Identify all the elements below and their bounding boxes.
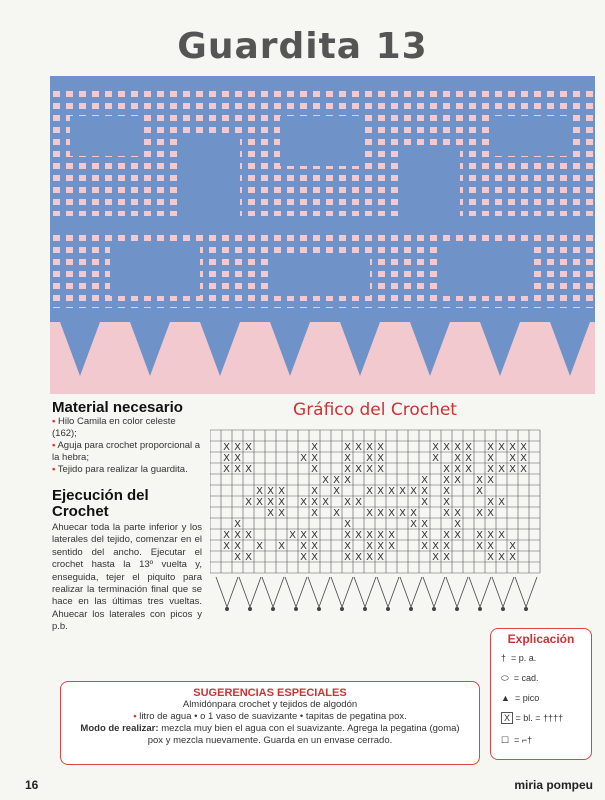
svg-text:X: X — [487, 530, 494, 541]
svg-text:X: X — [377, 508, 384, 519]
bl-symbol-icon: X — [501, 712, 513, 724]
svg-text:X: X — [443, 464, 450, 475]
svg-text:X: X — [377, 486, 384, 497]
sugerencias-line: pox y mezcla nuevamente. Guarda en un envase cerrado. — [147, 735, 393, 746]
svg-text:X: X — [355, 442, 362, 453]
sugerencias-title: SUGERENCIAS ESPECIALES — [193, 687, 347, 699]
svg-text:X: X — [344, 475, 351, 486]
svg-text:X: X — [289, 530, 296, 541]
sugerencias-line: • litro de agua • o 1 vaso de suavizante • tapitas de pegatina pox. — [133, 711, 407, 722]
svg-text:X: X — [443, 552, 450, 563]
legend-item: ☐ = ⌐† — [501, 735, 533, 745]
svg-text:X: X — [432, 552, 439, 563]
material-heading: Material necesario — [52, 399, 183, 416]
svg-text:X: X — [487, 508, 494, 519]
svg-text:X: X — [234, 453, 241, 464]
empty-square-icon: ☐ — [501, 735, 510, 745]
svg-text:X: X — [443, 530, 450, 541]
svg-text:X: X — [355, 530, 362, 541]
svg-text:X: X — [454, 453, 461, 464]
svg-text:X: X — [366, 541, 373, 552]
crochet-photo — [50, 76, 595, 394]
svg-text:X: X — [509, 442, 516, 453]
svg-text:X: X — [223, 442, 230, 453]
pa-symbol-icon: † — [501, 653, 507, 663]
svg-text:X: X — [245, 442, 252, 453]
svg-text:X: X — [333, 475, 340, 486]
material-item: • Aguja para crochet proporcional a la hebra; — [52, 440, 201, 463]
svg-text:X: X — [366, 486, 373, 497]
svg-text:X: X — [256, 541, 263, 552]
svg-text:X: X — [311, 552, 318, 563]
svg-text:X: X — [344, 464, 351, 475]
svg-text:X: X — [245, 552, 252, 563]
svg-text:X: X — [256, 486, 263, 497]
svg-text:X: X — [355, 497, 362, 508]
svg-text:X: X — [267, 508, 274, 519]
ejecucion-heading: Ejecución del Crochet — [52, 487, 149, 520]
svg-text:X: X — [476, 475, 483, 486]
material-item: • Tejido para realizar la guardita. — [52, 464, 188, 475]
sugerencias-box — [60, 681, 480, 765]
svg-text:X: X — [465, 464, 472, 475]
crochet-chart — [210, 426, 550, 626]
svg-text:X: X — [399, 486, 406, 497]
svg-text:X: X — [300, 497, 307, 508]
legend-item: X = bl. = †††† — [501, 713, 563, 723]
svg-text:X: X — [421, 486, 428, 497]
svg-text:X: X — [278, 497, 285, 508]
svg-text:X: X — [366, 464, 373, 475]
svg-text:X: X — [487, 453, 494, 464]
svg-text:X: X — [454, 530, 461, 541]
svg-text:X: X — [465, 453, 472, 464]
svg-text:X: X — [344, 442, 351, 453]
svg-text:X: X — [487, 541, 494, 552]
svg-text:X: X — [355, 464, 362, 475]
pico-symbol-icon: ▲ — [501, 693, 510, 703]
ejecucion-text: Ahuecar toda la parte inferior y los laterales del tejido, comenzar en el sentido del ancho. Ejecutar el crochet hasta la 13º vuelta y, enseguida, tejer el piquito para realizar la terminación final que se hace en las últimas tres vueltas. Ahuecar los laterales con picos y p.b. — [52, 522, 202, 633]
svg-text:X: X — [300, 552, 307, 563]
svg-text:X: X — [344, 541, 351, 552]
svg-text:X: X — [267, 497, 274, 508]
svg-text:X: X — [333, 508, 340, 519]
svg-text:X: X — [498, 464, 505, 475]
legend-item: † = p. a. — [501, 653, 537, 663]
sugerencias-line: Modo de realizar: mezcla muy bien el agua con el suavizante. Agrega la pegatina (goma) — [80, 723, 460, 734]
svg-text:X: X — [245, 530, 252, 541]
svg-text:X: X — [366, 530, 373, 541]
svg-text:X: X — [344, 530, 351, 541]
svg-text:X: X — [333, 486, 340, 497]
svg-text:X: X — [520, 464, 527, 475]
svg-text:X: X — [355, 552, 362, 563]
svg-text:X: X — [399, 508, 406, 519]
svg-text:X: X — [234, 442, 241, 453]
svg-text:X: X — [322, 497, 329, 508]
svg-text:X: X — [454, 475, 461, 486]
svg-text:X: X — [377, 530, 384, 541]
svg-text:X: X — [311, 497, 318, 508]
svg-text:X: X — [443, 442, 450, 453]
sugerencias-line: Almidónpara crochet y tejidos de algodón — [182, 699, 358, 710]
svg-text:X: X — [388, 486, 395, 497]
svg-text:X: X — [234, 552, 241, 563]
svg-text:X: X — [410, 486, 417, 497]
svg-text:X: X — [377, 552, 384, 563]
legend-item: ⬭ = cad. — [501, 673, 539, 683]
svg-text:X: X — [223, 541, 230, 552]
svg-text:X: X — [311, 541, 318, 552]
svg-text:X: X — [520, 442, 527, 453]
svg-text:X: X — [278, 486, 285, 497]
svg-text:X: X — [421, 475, 428, 486]
svg-text:X: X — [509, 453, 516, 464]
svg-text:X: X — [311, 442, 318, 453]
svg-text:X: X — [234, 464, 241, 475]
svg-text:X: X — [476, 530, 483, 541]
svg-text:X: X — [377, 464, 384, 475]
svg-text:X: X — [520, 453, 527, 464]
svg-text:X: X — [476, 486, 483, 497]
svg-text:X: X — [487, 497, 494, 508]
svg-text:X: X — [487, 552, 494, 563]
svg-text:X: X — [509, 541, 516, 552]
svg-text:X: X — [454, 519, 461, 530]
svg-text:X: X — [465, 442, 472, 453]
svg-text:X: X — [443, 541, 450, 552]
svg-text:X: X — [432, 442, 439, 453]
svg-text:X: X — [245, 497, 252, 508]
svg-text:X: X — [322, 475, 329, 486]
svg-text:X: X — [234, 519, 241, 530]
svg-text:X: X — [377, 453, 384, 464]
svg-text:X: X — [487, 464, 494, 475]
legend-item: ▲ = pico — [501, 693, 540, 703]
svg-text:X: X — [311, 530, 318, 541]
brand-name: miria pompeu — [514, 778, 593, 792]
svg-text:X: X — [498, 530, 505, 541]
svg-text:X: X — [311, 453, 318, 464]
svg-text:X: X — [267, 486, 274, 497]
svg-text:X: X — [454, 442, 461, 453]
svg-text:X: X — [476, 508, 483, 519]
svg-text:X: X — [443, 475, 450, 486]
legend-box — [490, 628, 592, 760]
triple-stitch-icon: †††† — [543, 713, 564, 723]
svg-text:X: X — [344, 519, 351, 530]
svg-text:X: X — [498, 442, 505, 453]
svg-text:X: X — [245, 464, 252, 475]
svg-text:X: X — [234, 541, 241, 552]
chart-title: Gráfico del Crochet — [293, 400, 457, 420]
svg-text:X: X — [410, 519, 417, 530]
svg-text:X: X — [487, 475, 494, 486]
svg-text:X: X — [344, 453, 351, 464]
svg-text:X: X — [223, 530, 230, 541]
svg-text:X: X — [366, 442, 373, 453]
page-number: 16 — [25, 778, 39, 792]
svg-text:X: X — [278, 508, 285, 519]
left-column — [52, 400, 202, 634]
legend-title: Explicación — [507, 632, 575, 646]
svg-text:X: X — [498, 552, 505, 563]
svg-text:X: X — [421, 530, 428, 541]
svg-text:X: X — [432, 453, 439, 464]
svg-text:X: X — [366, 453, 373, 464]
svg-text:X: X — [443, 497, 450, 508]
svg-text:X: X — [300, 541, 307, 552]
svg-text:X: X — [311, 464, 318, 475]
svg-text:X: X — [454, 464, 461, 475]
cad-symbol-icon: ⬭ — [501, 673, 509, 683]
svg-text:X: X — [487, 442, 494, 453]
svg-text:X: X — [509, 464, 516, 475]
svg-text:X: X — [388, 530, 395, 541]
svg-text:X: X — [432, 541, 439, 552]
svg-text:X: X — [509, 552, 516, 563]
svg-text:X: X — [377, 442, 384, 453]
svg-text:X: X — [300, 530, 307, 541]
svg-text:X: X — [421, 541, 428, 552]
svg-text:X: X — [300, 453, 307, 464]
material-item: • Hilo Camila en color celeste (162); — [52, 416, 176, 439]
svg-text:X: X — [311, 486, 318, 497]
svg-text:X: X — [366, 508, 373, 519]
svg-text:X: X — [344, 552, 351, 563]
svg-text:X: X — [476, 541, 483, 552]
svg-text:X: X — [421, 519, 428, 530]
svg-text:X: X — [388, 541, 395, 552]
svg-text:X: X — [234, 530, 241, 541]
page-title: Guardita 13 — [177, 26, 428, 67]
svg-text:X: X — [454, 508, 461, 519]
svg-text:X: X — [344, 497, 351, 508]
svg-text:X: X — [388, 508, 395, 519]
svg-text:X: X — [377, 541, 384, 552]
svg-text:X: X — [498, 497, 505, 508]
svg-text:X: X — [223, 464, 230, 475]
svg-text:X: X — [443, 508, 450, 519]
svg-text:X: X — [311, 508, 318, 519]
svg-text:X: X — [256, 497, 263, 508]
svg-text:X: X — [278, 541, 285, 552]
svg-text:X: X — [410, 508, 417, 519]
svg-text:X: X — [421, 497, 428, 508]
svg-text:X: X — [443, 486, 450, 497]
svg-text:X: X — [223, 453, 230, 464]
svg-text:X: X — [366, 552, 373, 563]
double-stitch-icon: ⌐† — [521, 735, 533, 745]
